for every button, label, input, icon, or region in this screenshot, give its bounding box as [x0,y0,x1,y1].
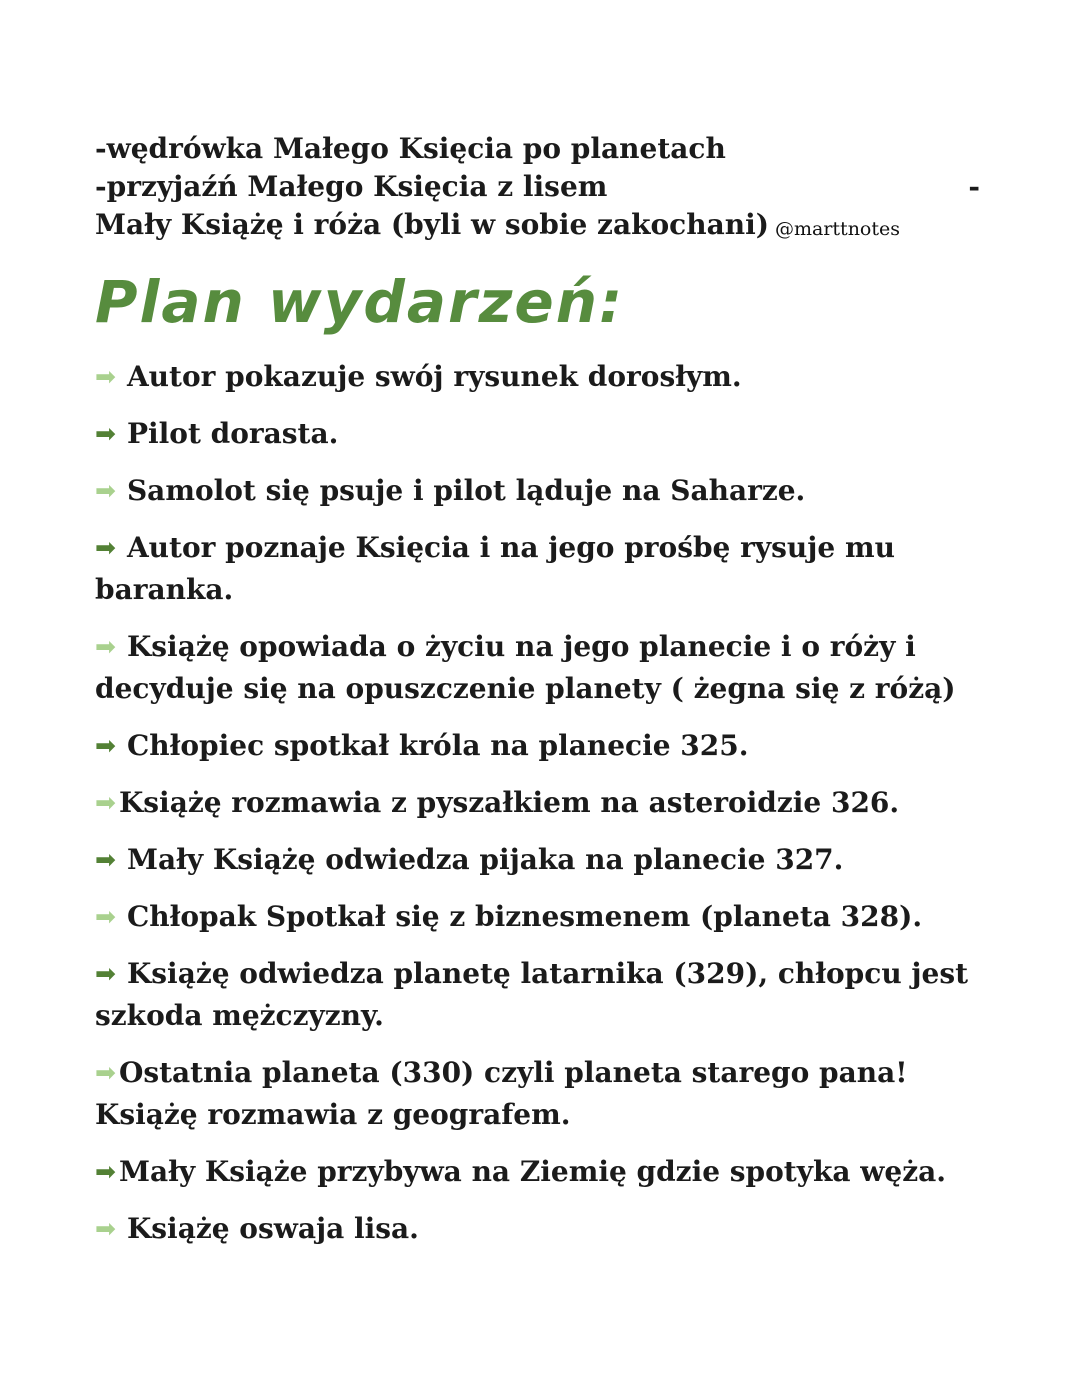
right-arrow-icon: ➡ [95,788,116,817]
right-arrow-icon: ➡ [95,419,116,448]
intro-line-2: -przyjaźń Małego Księcia z lisem [95,170,608,203]
intro-line-1: -wędrówka Małego Księcia po planetach [95,132,726,165]
list-item [95,356,990,398]
list-item [95,626,990,710]
right-arrow-icon: ➡ [95,476,116,505]
list-item-text: Chłopiec spotkał króla na planecie 325. [126,729,749,762]
list-item-text: Książę oswaja lisa. [126,1212,419,1245]
list-item-text: Mały Książe przybywa na Ziemię gdzie spotyka węża. [118,1155,947,1188]
events-list [95,356,990,1250]
watermark-handle: @marttnotes [775,218,901,240]
page-title: Plan wydarzeń: [95,268,625,336]
right-arrow-icon: ➡ [95,845,116,874]
right-arrow-icon: ➡ [95,1157,116,1186]
list-item-text: Mały Książę odwiedza pijaka na planecie 327. [126,843,844,876]
intro-block [95,130,990,244]
list-item-text: Pilot dorasta. [126,417,339,450]
list-item-text: Autor pokazuje swój rysunek dorosłym. [126,360,742,393]
list-item [95,725,990,767]
list-item [95,527,990,611]
right-arrow-icon: ➡ [95,632,116,661]
right-arrow-icon: ➡ [95,1058,116,1087]
list-item-text: Chłopak Spotkał się z biznesmenem (planeta 328). [126,900,923,933]
list-item [95,413,990,455]
right-arrow-icon: ➡ [95,1214,116,1243]
list-item-text: Książę opowiada o życiu na jego planecie i o róży i decyduje się na opuszczenie planety ( żegna się z różą) [95,630,956,705]
list-item-text: Samolot się psuje i pilot ląduje na Saharze. [126,474,806,507]
list-item-text: Książę odwiedza planetę latarnika (329), chłopcu jest szkoda mężczyzny. [95,957,969,1032]
list-item-text: Ostatnia planeta (330) czyli planeta starego pana! Książę rozmawia z geografem. [95,1056,908,1131]
list-item [95,839,990,881]
right-arrow-icon: ➡ [95,533,116,562]
right-arrow-icon: ➡ [95,362,116,391]
right-arrow-icon: ➡ [95,731,116,760]
list-item [95,1151,990,1193]
right-edge-dash: - [968,170,980,203]
list-item-text: Autor poznaje Księcia i na jego prośbę rysuje mu baranka. [95,531,895,606]
list-item [95,896,990,938]
right-arrow-icon: ➡ [95,959,116,988]
list-item [95,782,990,824]
list-item [95,1208,990,1250]
right-arrow-icon: ➡ [95,902,116,931]
intro-line-3: Mały Książę i róża (byli w sobie zakochani) [95,208,769,241]
list-item [95,470,990,512]
list-item-text: Książę rozmawia z pyszałkiem na asteroidzie 326. [118,786,900,819]
page-content [95,130,990,1265]
list-item [95,1052,990,1136]
list-item [95,953,990,1037]
